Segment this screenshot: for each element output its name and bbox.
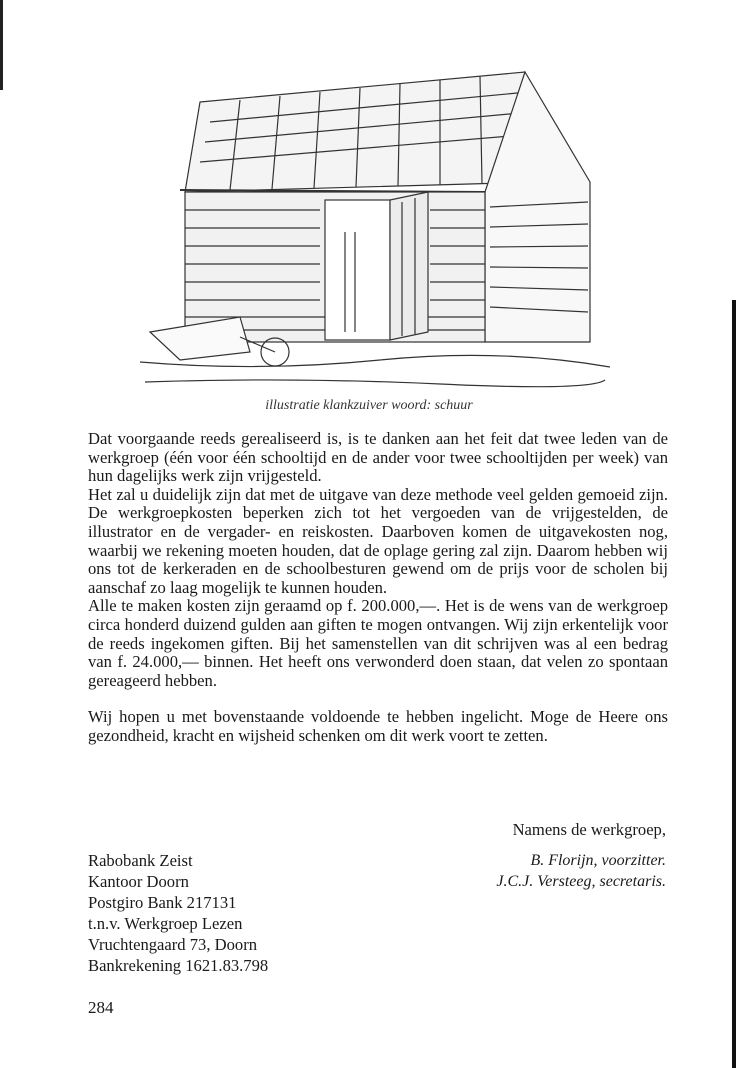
address-line: Kantoor Doorn	[88, 872, 189, 891]
paragraph: Dat voorgaande reeds gerealiseerd is, is te danken aan het feit dat twee leden van de werkgroep (één voor één schooltijd en de ander voor twee schooltijden per week) van hun dagelijks werk zijn vrijgesteld.	[88, 429, 668, 486]
address-line: Rabobank Zeist	[88, 851, 193, 870]
signers-block	[496, 850, 666, 892]
signature-intro: Namens de werkgroep,	[512, 820, 666, 839]
address-block	[88, 850, 268, 976]
page-number: 284	[88, 998, 114, 1017]
address-line: Bankrekening 1621.83.798	[88, 956, 269, 975]
body-text	[88, 430, 668, 746]
page-edge-left	[0, 0, 3, 90]
illustration-caption: illustratie klankzuiver woord: schuur	[265, 398, 473, 413]
paragraph: Wij hopen u met bovenstaande voldoende te hebben ingelicht. Moge de Heere ons gezondheid, kracht en wijsheid schenken om dit werk voort te zetten.	[88, 707, 668, 745]
page-edge-right	[732, 300, 736, 1068]
address-line: Vruchtengaard 73, Doorn	[88, 935, 258, 954]
address-line: t.n.v. Werkgroep Lezen	[88, 914, 243, 933]
signer-chair: B. Florijn, voorzitter.	[530, 852, 666, 869]
address-line: Postgiro Bank 217131	[88, 893, 237, 912]
paragraph: Alle te maken kosten zijn geraamd op f. 200.000,—. Het is de wens van de werkgroep circa honderd duizend gulden aan giften te mogen ontvangen. Wij zijn erkentelijk voor de reeds ingekomen giften. Bij het samenstellen van dit schrijven was al een bedrag van f. 24.000,— binnen. Het heeft ons verwonderd doen staan, dat velen zo spontaan gereageerd hebben.	[88, 596, 668, 690]
shed-illustration	[140, 42, 610, 392]
signer-secretary: J.C.J. Versteeg, secretaris.	[496, 873, 666, 890]
paragraph: Het zal u duidelijk zijn dat met de uitgave van deze methode veel gelden gemoeid zijn. De werkgroepkosten beperken zich tot het vergoeden van de vrijgestelden, de illustrator en de vergader- en reiskosten. Daarboven komen de uitgavekosten nog, waarbij we rekening moeten houden, dat de oplage gering zal zijn. Daarom hebben wij ons tot de kerkeraden en de schoolbesturen gewend om de prijs voor de scholen bij aanschaf zo laag mogelijk te kunnen houden.	[88, 484, 668, 597]
